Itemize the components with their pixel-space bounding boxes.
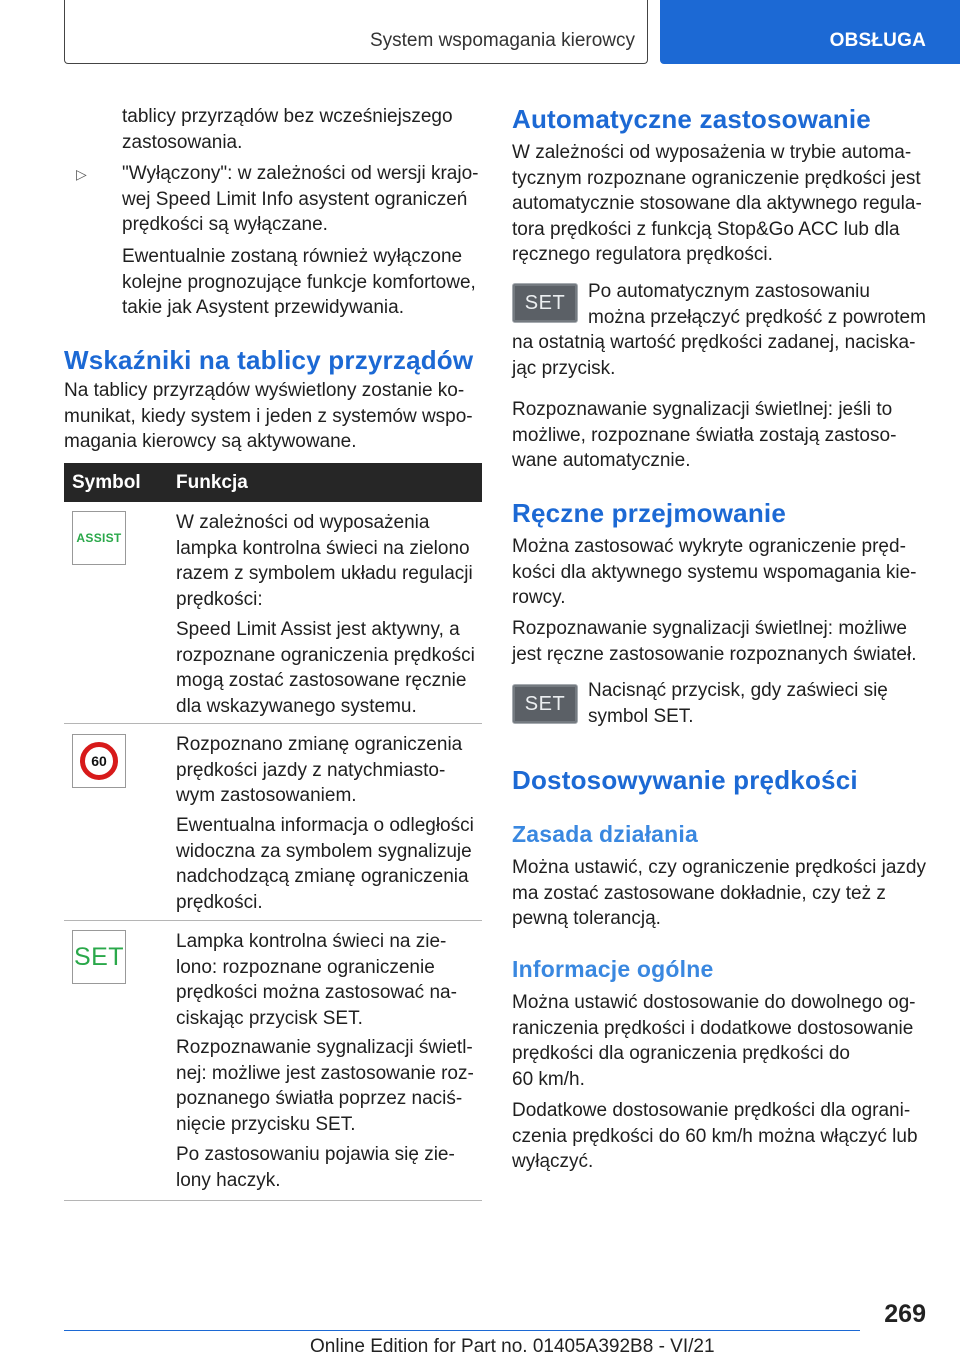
automatic-traffic-light-text: Rozpoznawanie sygnalizacji świetlnej: jeśli to możliwe, rozpoznane światła zostają zastoso- wane automatycznie. [512,399,897,471]
table-row-2-desc: Rozpoznano zmianę ograniczenia prędkości jazdy z natychmiasto- wym zastosowaniem. [176,734,463,806]
principle-text: Można ustawić, czy ograniczenie prędkości jazdy ma zostać zastosowane dokładnie, czy też z pewną tolerancją. [512,857,926,929]
table-row-1-note: Speed Limit Assist jest aktywny, a rozpoznane ograniczenia prędkości mogą zostać zastosowane ręcznie dla wskazywanego systemu. [176,619,475,717]
table-row-divider [64,723,482,724]
table-row-3-extra: Po zastosowaniu pojawia się zie- lony haczyk. [176,1144,455,1191]
intro-continuation: tablicy przyrządów bez wcześniejszego zastosowania. [122,106,453,153]
indicators-intro: Na tablicy przyrządów wyświetlony zostanie ko- munikat, kiedy system i jeden z systemów wspo- magania kierowcy są aktywowane. [64,380,473,452]
heading-manual-takeover: Ręczne przejmowanie [512,498,786,528]
table-row-2-note: Ewentualna informacja o odległości widoczna za symbolem sygnalizuje nadchodzącą zmianę ograniczenia prędkości. [176,815,474,913]
footer-edition: Online Edition for Part no. 01405A392B8 - VI/21 [310,1336,715,1357]
general-info-extra: Dodatkowe dostosowanie prędkości dla ograni- czenia prędkości do 60 km/h można włączyć lub wyłączyć. [512,1100,918,1172]
header-title: System wspomagania kierowcy [369,30,635,51]
section-tab-label: OBSŁUGA [829,30,926,51]
section-tab [660,0,960,64]
table-header [64,463,482,502]
set-indicator-icon: SET [72,930,126,984]
speed-limit-60-icon: 60 [72,734,126,788]
bullet-marker: ▷ [76,166,87,182]
table-header-function: Funkcja [176,472,248,493]
automatic-set-text-short: Po automatycznym zastosowaniu można przełączyć prędkość z powrotem [588,281,926,328]
heading-general-info: Informacje ogólne [512,956,714,982]
page-number: 269 [884,1300,926,1328]
bullet-item-note: Ewentualnie zostaną również wyłączone kolejne prognozujące funkcje komfortowe, takie jak Asystent przewidywania. [122,246,476,318]
automatic-set-text-full: na ostatnią wartość prędkości zadanej, naciska- jąc przycisk. [512,332,916,379]
set-key-icon: SET [512,283,578,323]
manual-traffic-light-text: Rozpoznawanie sygnalizacji świetlnej: możliwe jest ręczne zastosowanie rozpoznanych świateł. [512,618,917,665]
automatic-apply-text: W zależności od wyposażenia w trybie automa- tycznym rozpoznane ograniczenie prędkości jest automatycznie stosowane dla aktywnego regula- tora prędkości z funkcją Stop&Go ACC lub dla ręcznego regulatora prędkości. [512,142,922,265]
table-row-3-note: Rozpoznawanie sygnalizacji świetl- nej: możliwe jest zastosowanie roz- poznanego światła poprzez naciś- nięcie przycisku SET. [176,1037,474,1135]
heading-automatic-apply: Automatyczne zastosowanie [512,104,871,134]
footer-divider [64,1330,860,1331]
manual-takeover-text: Można zastosować wykryte ograniczenie pręd- kości dla aktywnego systemu wspomagania kie- rowcy. [512,536,917,608]
set-key-icon: SET [512,684,578,724]
table-row-divider [64,920,482,921]
table-row-divider [64,1200,482,1201]
table-header-symbol: Symbol [72,472,141,493]
bullet-item-off: "Wyłączony": w zależności od wersji krajo- wej Speed Limit Info asystent ograniczeń prędkości są wyłączane. [122,163,479,235]
table-row-1-desc: W zależności od wyposażenia lampka kontrolna świeci na zielono razem z symbolem układu regulacji prędkości: [176,512,473,610]
section-heading-indicators: Wskaźniki na tablicy przyrządów [64,345,474,375]
general-info-text: Można ustawić dostosowanie do dowolnego og- raniczenia prędkości i dodatkowe dostosowanie prędkości dla ograniczenia prędkości do 60 km/h. [512,992,916,1090]
header-box [64,0,648,64]
manual-set-text: Nacisnąć przycisk, gdy zaświeci się symbol SET. [588,680,888,727]
heading-principle: Zasada działania [512,821,698,847]
table-row-3-desc: Lampka kontrolna świeci na zie- lono: rozpoznane ograniczenie prędkości można zastosować na- ciskając przycisk SET. [176,931,457,1029]
heading-speed-adjustment: Dostosowywanie prędkości [512,765,858,795]
assist-icon: ASSIST [72,511,126,565]
